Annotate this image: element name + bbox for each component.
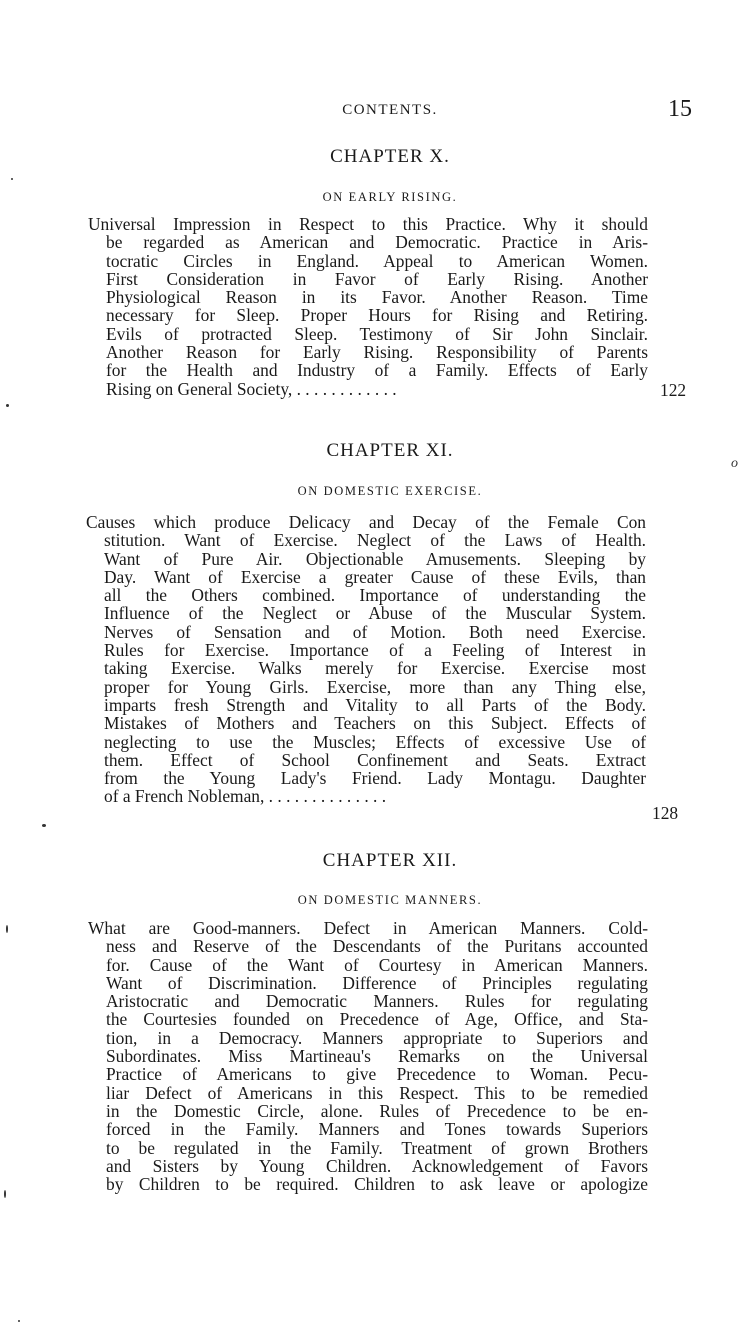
summary-line: imparts fresh Strength and Vitality to all Parts of the Body. bbox=[104, 694, 646, 715]
scan-speck bbox=[6, 925, 8, 933]
chapter-title: CHAPTER X. bbox=[330, 146, 450, 167]
summary-line: from the Young Lady's Friend. Lady Montagu. Daughter bbox=[104, 768, 646, 789]
page-number: 15 bbox=[668, 96, 692, 122]
summary-line: Influence of the Neglect or Abuse of the Muscular System. bbox=[104, 603, 646, 624]
summary-line: Another Reason for Early Rising. Responsibility of Parents bbox=[106, 342, 648, 363]
chapter-summary bbox=[86, 513, 646, 806]
summary-line: Practice of Americans to give Precedence to Woman. Pecu- bbox=[106, 1064, 648, 1085]
summary-line: Subordinates. Miss Martineau's Remarks on the Universal bbox=[106, 1046, 648, 1067]
scan-speck bbox=[11, 178, 13, 180]
summary-line: Aristocratic and Democratic Manners. Rules for regulating bbox=[106, 991, 648, 1012]
chapter-title: CHAPTER XII. bbox=[322, 850, 458, 871]
chapter-summary bbox=[88, 919, 648, 1193]
scan-speck bbox=[42, 824, 46, 827]
summary-line: neglecting to use the Muscles; Effects of excessive Use of bbox=[104, 731, 646, 752]
summary-line: Universal Impression in Respect to this Practice. Why it should bbox=[88, 214, 648, 234]
summary-line: Want of Pure Air. Objectionable Amusements. Sleeping by bbox=[104, 548, 646, 569]
summary-line: necessary for Sleep. Proper Hours for Rising and Retiring. bbox=[106, 305, 648, 326]
summary-line: liar Defect of Americans in this Respect. This to be remedied bbox=[106, 1082, 648, 1103]
page-reference: 128 bbox=[652, 803, 679, 823]
summary-line: for the Health and Industry of a Family. Effects of Early bbox=[106, 360, 648, 381]
chapter-title: CHAPTER XI. bbox=[326, 440, 454, 461]
summary-line: Rising on General Society, . . . . . . . . . . . . bbox=[106, 378, 397, 399]
summary-line: of a French Nobleman, . . . . . . . . . . . . . . bbox=[104, 786, 387, 807]
scan-speck bbox=[4, 1190, 6, 1198]
summary-line: Want of Discrimination. Difference of Principles regulating bbox=[106, 972, 648, 993]
summary-line: for. Cause of the Want of Courtesy in American Manners. bbox=[106, 954, 648, 975]
summary-line: to be regulated in the Family. Treatment of grown Brothers bbox=[106, 1137, 648, 1158]
summary-line: forced in the Family. Manners and Tones towards Superiors bbox=[106, 1119, 648, 1140]
chapter-summary bbox=[88, 215, 648, 398]
summary-line: Causes which produce Delicacy and Decay of the Female Con bbox=[86, 512, 646, 532]
summary-line: by Children to be required. Children to ask leave or apologize bbox=[106, 1174, 648, 1195]
summary-line: be regarded as American and Democratic. Practice in Aris- bbox=[106, 232, 648, 253]
chapter-subtitle: ON DOMESTIC EXERCISE. bbox=[297, 484, 483, 498]
summary-line: in the Domestic Circle, alone. Rules of Precedence to be en- bbox=[106, 1100, 648, 1121]
stray-mark: o bbox=[731, 456, 738, 471]
summary-line: proper for Young Girls. Exercise, more than any Thing else, bbox=[104, 676, 646, 697]
summary-line: Evils of protracted Sleep. Testimony of Sir John Sinclair. bbox=[106, 323, 648, 344]
summary-line: stitution. Want of Exercise. Neglect of the Laws of Health. bbox=[104, 530, 646, 551]
chapter-subtitle: ON DOMESTIC MANNERS. bbox=[297, 893, 483, 907]
summary-line: Rules for Exercise. Importance of a Feeling of Interest in bbox=[104, 640, 646, 661]
summary-line: Physiological Reason in its Favor. Another Reason. Time bbox=[106, 287, 648, 308]
chapter-subtitle: ON EARLY RISING. bbox=[322, 190, 458, 204]
summary-line: them. Effect of School Confinement and Seats. Extract bbox=[104, 749, 646, 770]
running-head bbox=[0, 96, 750, 126]
summary-line: What are Good-manners. Defect in American Manners. Cold- bbox=[88, 918, 648, 938]
page-reference: 122 bbox=[660, 380, 687, 400]
summary-line: all the Others combined. Importance of understanding the bbox=[104, 585, 646, 606]
summary-line: tion, in a Democracy. Manners appropriate to Superiors and bbox=[106, 1027, 648, 1048]
scan-speck bbox=[6, 404, 9, 407]
summary-line: tocratic Circles in England. Appeal to American Women. bbox=[106, 250, 648, 271]
summary-line: the Courtesies founded on Precedence of Age, Office, and Sta- bbox=[106, 1009, 648, 1030]
summary-line: and Sisters by Young Children. Acknowledgement of Favors bbox=[106, 1155, 648, 1176]
summary-line: Nerves of Sensation and of Motion. Both need Exercise. bbox=[104, 621, 646, 642]
running-title: CONTENTS. bbox=[342, 102, 438, 118]
scan-speck bbox=[18, 1320, 20, 1322]
summary-line: Mistakes of Mothers and Teachers on this Subject. Effects of bbox=[104, 713, 646, 734]
summary-line: Day. Want of Exercise a greater Cause of these Evils, than bbox=[104, 566, 646, 587]
summary-line: ness and Reserve of the Descendants of the Puritans accounted bbox=[106, 936, 648, 957]
summary-line: First Consideration in Favor of Early Rising. Another bbox=[106, 268, 648, 289]
summary-line: taking Exercise. Walks merely for Exercise. Exercise most bbox=[104, 658, 646, 679]
